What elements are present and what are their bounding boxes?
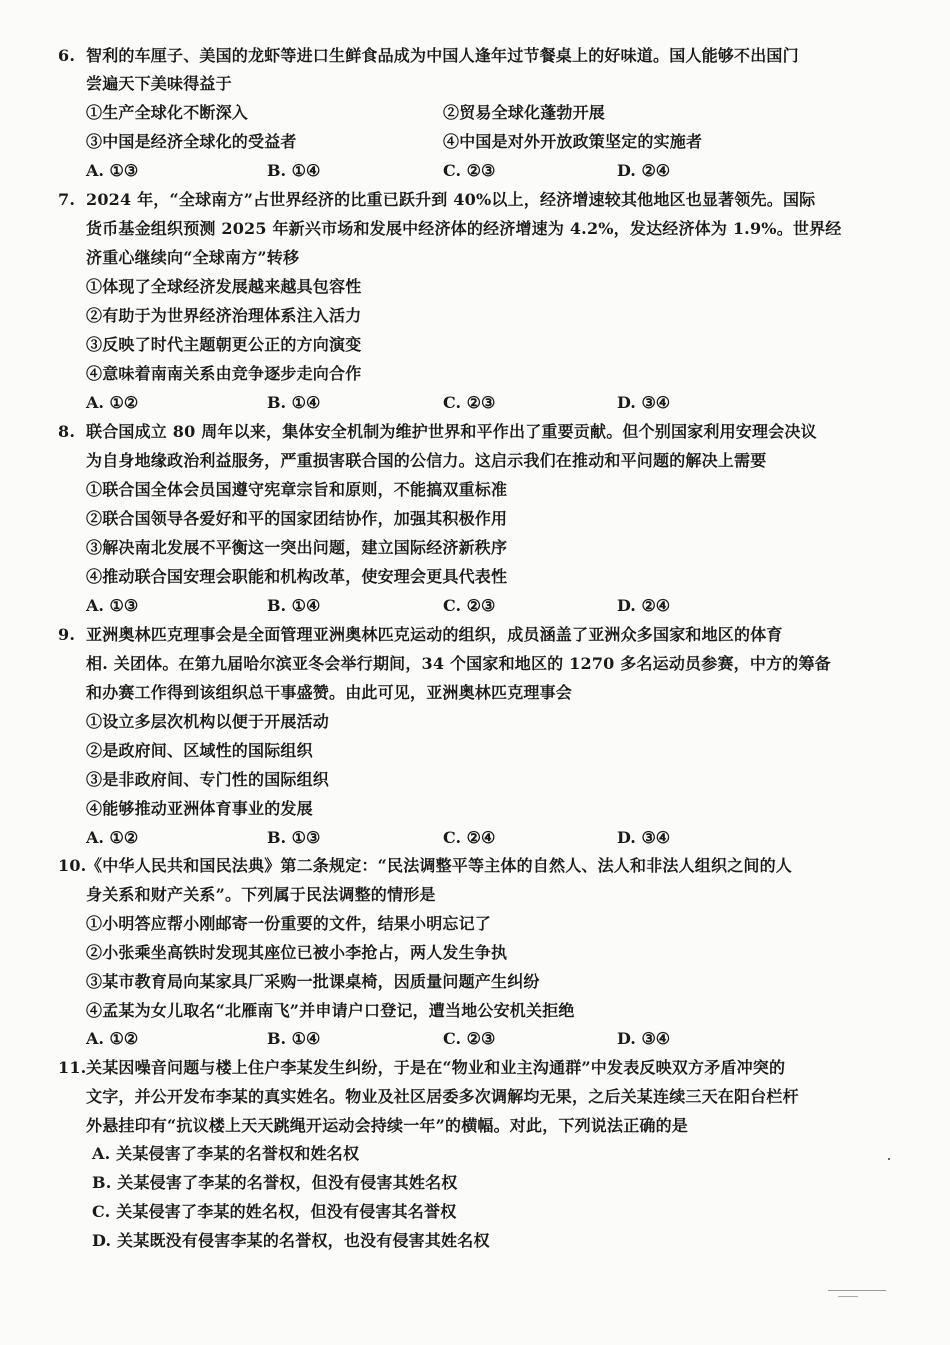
q10-statement-4: ④孟某为女儿取名“北雁南飞”并申请户口登记，遭当地公安机关拒绝	[86, 1001, 575, 1020]
q7-number: 7.	[58, 190, 76, 209]
q9-stem-line-1: 亚洲奥林匹克理事会是全面管理亚洲奥林匹克运动的组织，成员涵盖了亚洲众多国家和地区的体育	[86, 625, 783, 644]
q11-choice-d[interactable]: D. 关某既没有侵害李某的名誉权，也没有侵害其姓名权	[92, 1231, 490, 1250]
q9-statement-2: ②是政府间、区域性的国际组织	[86, 741, 313, 760]
q8-statement-2: ②联合国领导各爱好和平的国家团结协作，加强其积极作用	[86, 509, 508, 528]
q8-choice-c[interactable]: C. ②③	[443, 596, 496, 615]
q6-choice-b[interactable]: B. ①④	[267, 161, 321, 180]
q8-choice-a[interactable]: A. ①③	[86, 596, 139, 615]
q9-choice-c[interactable]: C. ②④	[443, 828, 496, 847]
q10-choice-c[interactable]: C. ②③	[443, 1029, 496, 1048]
scan-speck	[888, 1158, 890, 1160]
q11-stem-line-1: 关某因噪音问题与楼上住户李某发生纠纷，于是在“物业和业主沟通群”中发表反映双方矛盾冲突的	[86, 1058, 786, 1077]
q10-statement-1: ①小明答应帮小刚邮寄一份重要的文件，结果小明忘记了	[86, 914, 492, 933]
q9-statement-1: ①设立多层次机构以便于开展活动	[86, 712, 330, 731]
q10-choice-b[interactable]: B. ①④	[267, 1029, 321, 1048]
q11-stem-line-2: 文字，并公开发布李某的真实姓名。物业及社区居委多次调解均无果，之后关某连续三天在阳台栏杆	[86, 1087, 799, 1106]
q6-choice-a[interactable]: A. ①③	[86, 161, 139, 180]
q11-choice-c[interactable]: C. 关某侵害了李某的姓名权，但没有侵害其名誉权	[92, 1202, 457, 1221]
q8-statement-3: ③解决南北发展不平衡这一突出问题，建立国际经济新秩序	[86, 538, 508, 557]
q10-statement-2: ②小张乘坐高铁时发现其座位已被小李抢占，两人发生争执	[86, 943, 508, 962]
q7-statement-2: ②有助于为世界经济治理体系注入活力	[86, 306, 362, 325]
q11-number: 11.	[58, 1058, 87, 1077]
q7-choice-a[interactable]: A. ①②	[86, 393, 139, 412]
q9-number: 9.	[58, 625, 76, 644]
q10-statement-3: ③某市教育局向某家具厂采购一批课桌椅，因质量问题产生纠纷	[86, 972, 540, 991]
q11-choice-b[interactable]: B. 关某侵害了李某的名誉权，但没有侵害其姓名权	[92, 1173, 458, 1192]
q9-statement-4: ④能够推动亚洲体育事业的发展	[86, 799, 313, 818]
q10-number: 10.	[58, 856, 87, 875]
q6-statement-4: ④中国是对外开放政策坚定的实施者	[443, 132, 703, 151]
q10-stem-line-2: 身关系和财产关系”。下列属于民法调整的情形是	[86, 885, 436, 904]
q6-stem-line-2: 尝遍天下美味得益于	[86, 74, 232, 93]
q6-statement-1: ①生产全球化不断深入	[86, 103, 249, 122]
scan-mark	[828, 1290, 886, 1291]
q6-stem-line-1: 智利的车厘子、美国的龙虾等进口生鲜食品成为中国人逢年过节餐桌上的好味道。国人能够不出国门	[86, 46, 799, 65]
q6-statement-2: ②贸易全球化蓬勃开展	[443, 103, 606, 122]
q7-stem-line-1: 2024 年，“全球南方”占世界经济的比重已跃升到 40%以上，经济增速较其他地区也显著领先。国际	[86, 190, 816, 209]
q10-choice-d[interactable]: D. ③④	[617, 1029, 671, 1048]
q7-stem-line-3: 济重心继续向“全球南方”转移	[86, 248, 300, 267]
q8-stem-line-1: 联合国成立 80 周年以来，集体安全机制为维护世界和平作出了重要贡献。但个别国家利用安理会决议	[86, 422, 817, 441]
q8-stem-line-2: 为自身地缘政治利益服务，严重损害联合国的公信力。这启示我们在推动和平问题的解决上需要	[86, 451, 767, 470]
q7-stem-line-2: 货币基金组织预测 2025 年新兴市场和发展中经济体的经济增速为 4.2%，发达经济体为 1.9%。世界经	[86, 219, 842, 238]
q6-choice-c[interactable]: C. ②③	[443, 161, 496, 180]
q8-choice-d[interactable]: D. ②④	[617, 596, 671, 615]
q11-choice-a[interactable]: A. 关某侵害了李某的名誉权和姓名权	[92, 1144, 360, 1163]
q7-choice-c[interactable]: C. ②③	[443, 393, 496, 412]
q11-stem-line-3: 外悬挂印有“抗议楼上天天跳绳开运动会持续一年”的横幅。对此，下列说法正确的是	[86, 1116, 689, 1135]
q7-statement-4: ④意味着南南关系由竞争逐步走向合作	[86, 364, 362, 383]
q8-choice-b[interactable]: B. ①④	[267, 596, 321, 615]
scan-mark	[838, 1296, 858, 1297]
q9-statement-3: ③是非政府间、专门性的国际组织	[86, 770, 330, 789]
q7-choice-b[interactable]: B. ①④	[267, 393, 321, 412]
q8-statement-1: ①联合国全体会员国遵守宪章宗旨和原则，不能搞双重标准	[86, 480, 508, 499]
q6-number: 6.	[58, 46, 76, 65]
q8-number: 8.	[58, 422, 76, 441]
q9-choice-d[interactable]: D. ③④	[617, 828, 671, 847]
q9-choice-b[interactable]: B. ①③	[267, 828, 321, 847]
q9-stem-line-3: 和办赛工作得到该组织总干事盛赞。由此可见，亚洲奥林匹克理事会	[86, 683, 573, 702]
q7-choice-d[interactable]: D. ③④	[617, 393, 671, 412]
q7-statement-3: ③反映了时代主题朝更公正的方向演变	[86, 335, 362, 354]
q9-stem-line-2: 相. 关团体。在第九届哈尔滨亚冬会举行期间，34 个国家和地区的 1270 多名运动员参赛，中方的筹备	[86, 654, 831, 673]
q7-statement-1: ①体现了全球经济发展越来越具包容性	[86, 277, 362, 296]
q9-choice-a[interactable]: A. ①②	[86, 828, 139, 847]
q6-statement-3: ③中国是经济全球化的受益者	[86, 132, 297, 151]
q10-choice-a[interactable]: A. ①②	[86, 1029, 139, 1048]
q10-stem-line-1: 《中华人民共和国民法典》第二条规定：“民法调整平等主体的自然人、法人和非法人组织之间的人	[86, 856, 793, 875]
q8-statement-4: ④推动联合国安理会职能和机构改革，使安理会更具代表性	[86, 567, 508, 586]
q6-choice-d[interactable]: D. ②④	[617, 161, 671, 180]
